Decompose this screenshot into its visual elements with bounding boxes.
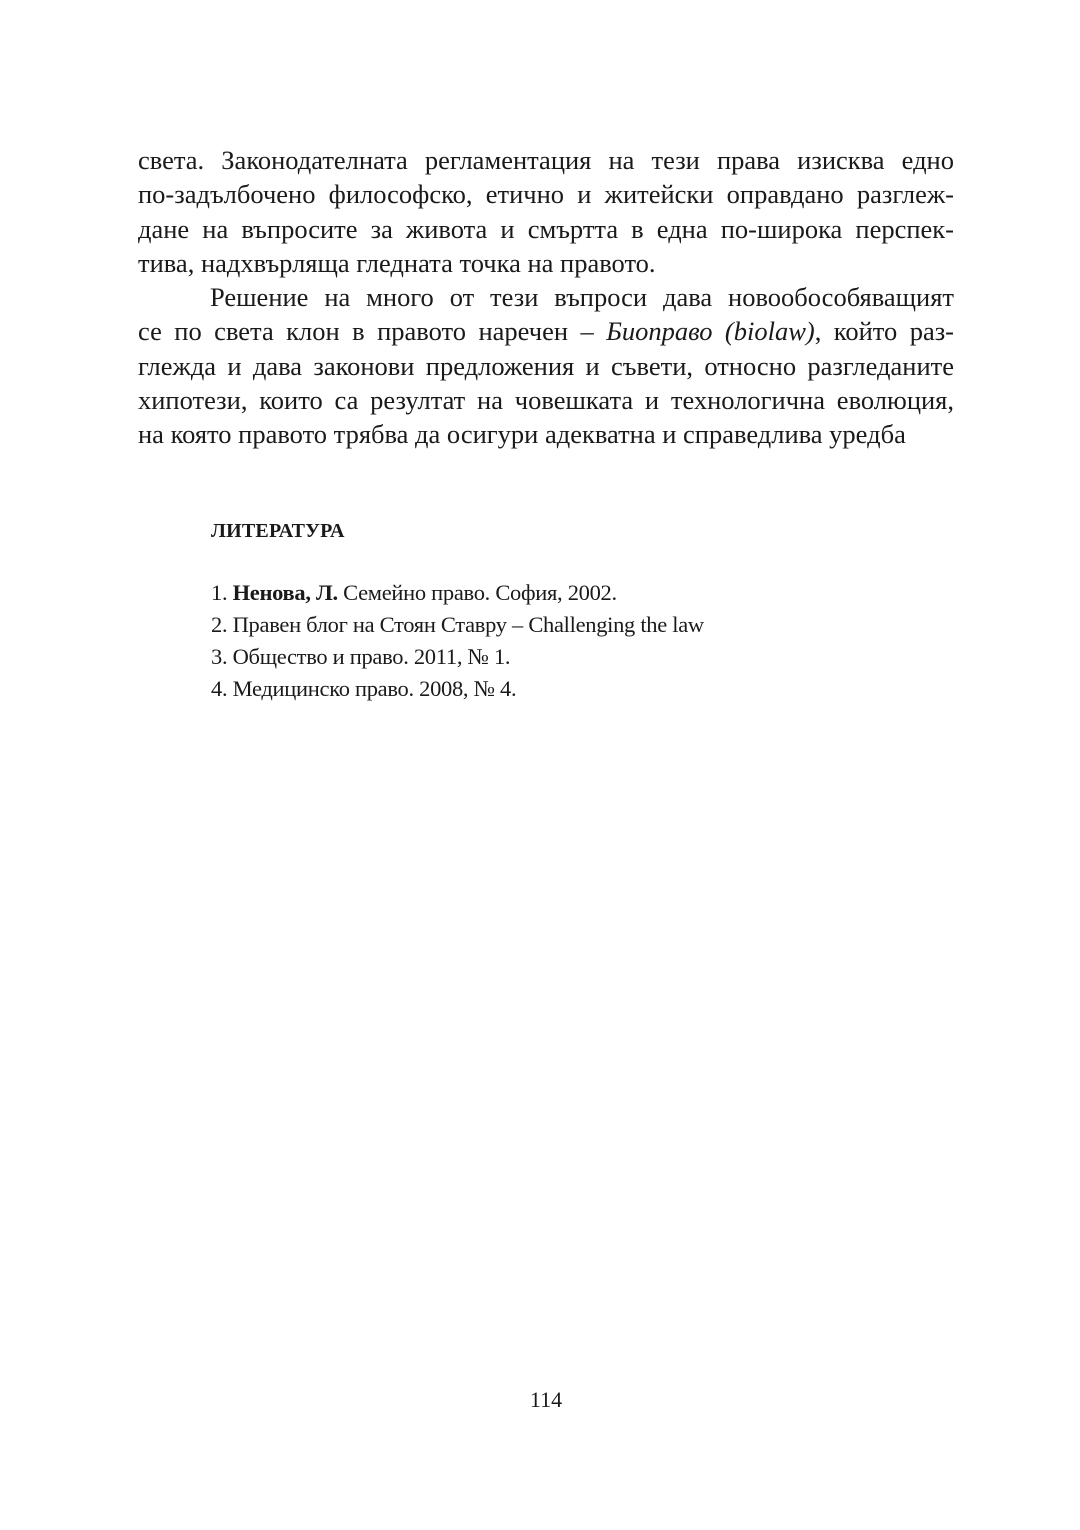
paragraph-line: на която правото трябва да осигури адекватна и справедлива уредба bbox=[138, 419, 906, 450]
paragraph-line: тива, надхвърляща гледната точка на правото. bbox=[138, 247, 656, 278]
paragraph-line: глежда и дава законови предложения и съвети, относно разгледаните bbox=[138, 350, 954, 381]
reference-item bbox=[211, 641, 704, 673]
reference-text: Медицинско право. 2008, № 4. bbox=[232, 676, 517, 701]
reference-number: 4. bbox=[211, 676, 228, 701]
paragraph-line: по-задълбочено философско, етично и житейски оправдано разглеж- bbox=[138, 179, 954, 210]
text-run: се по света клон в правото наречен – bbox=[138, 316, 607, 347]
text-run: , който раз- bbox=[814, 316, 955, 347]
paragraph-line: света. Законодателната регламентация на тези права изисква едно bbox=[138, 145, 954, 175]
page-number: 114 bbox=[529, 1387, 563, 1412]
reference-item bbox=[211, 609, 704, 641]
reference-item bbox=[211, 673, 704, 705]
reference-number: 1. bbox=[211, 580, 228, 605]
reference-text: Семейно право. София, 2002. bbox=[343, 580, 617, 605]
reference-author: Ненова, Л. bbox=[232, 580, 338, 605]
reference-text: Общество и право. 2011, № 1. bbox=[232, 644, 511, 669]
reference-list bbox=[211, 577, 704, 705]
paragraph-line: хипотези, които са резултат на човешката и технологична еволюция, bbox=[138, 385, 954, 416]
reference-number: 3. bbox=[211, 644, 228, 669]
italic-term: Биоправо (biolaw) bbox=[606, 316, 815, 347]
paragraph-line: дане на въпросите за живота и смъртта в една по-широка перспек- bbox=[138, 213, 954, 244]
reference-text: Правен блог на Стоян Ставру – Challenging the law bbox=[232, 612, 704, 637]
reference-item bbox=[211, 577, 704, 609]
paragraph-line: Решение на много от тези въпроси дава новообособяващият bbox=[210, 282, 954, 313]
body-text bbox=[138, 143, 954, 452]
literature-heading: ЛИТЕРАТУРА bbox=[211, 520, 345, 542]
reference-number: 2. bbox=[211, 612, 228, 637]
paragraph-line-mixed bbox=[138, 314, 954, 348]
